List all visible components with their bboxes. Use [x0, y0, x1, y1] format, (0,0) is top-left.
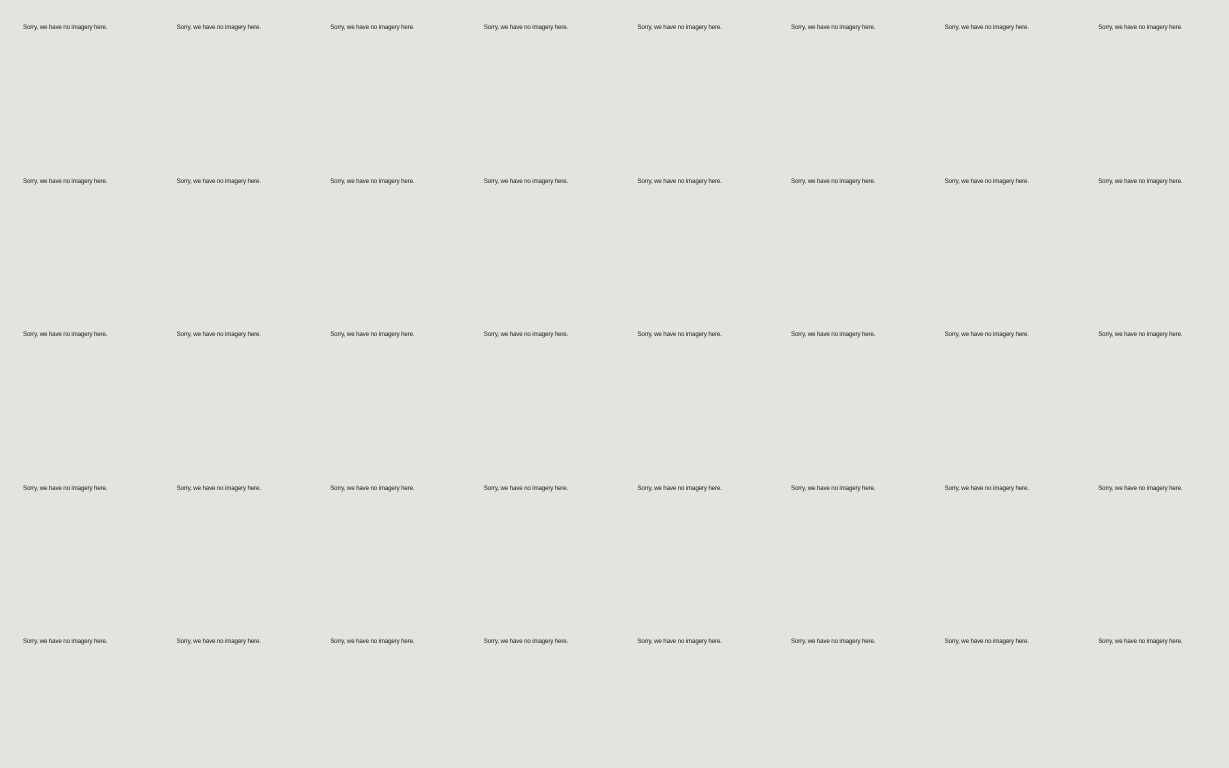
map-tile	[461, 461, 615, 615]
map-tile	[307, 614, 461, 768]
map-tile	[0, 154, 154, 308]
no-imagery-message: Sorry, we have no imagery here.	[483, 331, 569, 339]
map-tile	[768, 614, 922, 768]
map-tile	[0, 0, 154, 154]
map-tile	[922, 461, 1076, 615]
no-imagery-message: Sorry, we have no imagery here.	[791, 331, 876, 339]
map-tile	[922, 0, 1076, 154]
map-tile	[768, 307, 922, 461]
no-imagery-message: Sorry, we have no imagery here.	[637, 177, 722, 185]
no-imagery-message: Sorry, we have no imagery here.	[483, 484, 569, 492]
no-imagery-message: Sorry, we have no imagery here.	[637, 331, 722, 339]
no-imagery-message: Sorry, we have no imagery here.	[1098, 177, 1183, 185]
map-tile	[307, 307, 461, 461]
no-imagery-message: Sorry, we have no imagery here.	[637, 24, 722, 31]
map-tile	[614, 614, 768, 768]
map-tile	[307, 461, 461, 615]
no-imagery-message: Sorry, we have no imagery here.	[23, 484, 108, 492]
no-imagery-message: Sorry, we have no imagery here.	[791, 484, 876, 492]
map-tile	[1075, 614, 1229, 768]
map-tile	[461, 307, 615, 461]
no-imagery-message: Sorry, we have no imagery here.	[176, 638, 261, 646]
map-tile	[307, 154, 461, 308]
no-imagery-message: Sorry, we have no imagery here.	[944, 331, 1029, 339]
no-imagery-message: Sorry, we have no imagery here.	[483, 24, 569, 31]
no-imagery-message: Sorry, we have no imagery here.	[944, 24, 1029, 31]
no-imagery-message: Sorry, we have no imagery here.	[176, 331, 261, 339]
map-tile	[154, 307, 308, 461]
map-tile	[768, 0, 922, 154]
no-imagery-message: Sorry, we have no imagery here.	[791, 177, 876, 185]
no-imagery-message: Sorry, we have no imagery here.	[176, 177, 261, 185]
map-tile	[461, 0, 615, 154]
map-tile	[614, 461, 768, 615]
map-tile	[0, 614, 154, 768]
map-tile	[922, 154, 1076, 308]
no-imagery-message: Sorry, we have no imagery here.	[483, 177, 569, 185]
map-tile	[1075, 154, 1229, 308]
map-tile	[0, 307, 154, 461]
no-imagery-message: Sorry, we have no imagery here.	[791, 638, 876, 646]
map-tile	[614, 154, 768, 308]
map-tile	[154, 154, 308, 308]
map-tile	[1075, 461, 1229, 615]
no-imagery-message: Sorry, we have no imagery here.	[944, 177, 1029, 185]
map-tile	[768, 461, 922, 615]
no-imagery-message: Sorry, we have no imagery here.	[23, 638, 108, 646]
no-imagery-message: Sorry, we have no imagery here.	[483, 638, 569, 646]
no-imagery-message: Sorry, we have no imagery here.	[330, 331, 415, 339]
no-imagery-message: Sorry, we have no imagery here.	[944, 638, 1029, 646]
no-imagery-message: Sorry, we have no imagery here.	[1098, 331, 1183, 339]
map-tile	[154, 0, 308, 154]
map-tile	[461, 614, 615, 768]
no-imagery-message: Sorry, we have no imagery here.	[330, 484, 415, 492]
map-tile	[922, 614, 1076, 768]
no-imagery-message: Sorry, we have no imagery here.	[1098, 638, 1183, 646]
no-imagery-message: Sorry, we have no imagery here.	[330, 177, 415, 185]
no-imagery-message: Sorry, we have no imagery here.	[23, 24, 108, 31]
map-tile	[614, 0, 768, 154]
map-tile	[1075, 307, 1229, 461]
no-imagery-message: Sorry, we have no imagery here.	[23, 177, 108, 185]
no-imagery-message: Sorry, we have no imagery here.	[330, 638, 415, 646]
map-tile	[614, 307, 768, 461]
no-imagery-message: Sorry, we have no imagery here.	[637, 638, 722, 646]
no-imagery-message: Sorry, we have no imagery here.	[944, 484, 1029, 492]
no-imagery-message: Sorry, we have no imagery here.	[1098, 24, 1183, 31]
no-imagery-message: Sorry, we have no imagery here.	[1098, 484, 1183, 492]
no-imagery-message: Sorry, we have no imagery here.	[23, 331, 108, 339]
map-tile	[307, 0, 461, 154]
map-tile	[461, 154, 615, 308]
no-imagery-message: Sorry, we have no imagery here.	[330, 24, 415, 31]
map-tile	[922, 307, 1076, 461]
map-tile	[154, 461, 308, 615]
no-imagery-message: Sorry, we have no imagery here.	[791, 24, 876, 31]
map-tile	[154, 614, 308, 768]
no-imagery-message: Sorry, we have no imagery here.	[176, 24, 261, 31]
map-tile	[768, 154, 922, 308]
no-imagery-message: Sorry, we have no imagery here.	[176, 484, 261, 492]
map-tile	[0, 461, 154, 615]
map-tile	[1075, 0, 1229, 154]
no-imagery-message: Sorry, we have no imagery here.	[637, 484, 722, 492]
